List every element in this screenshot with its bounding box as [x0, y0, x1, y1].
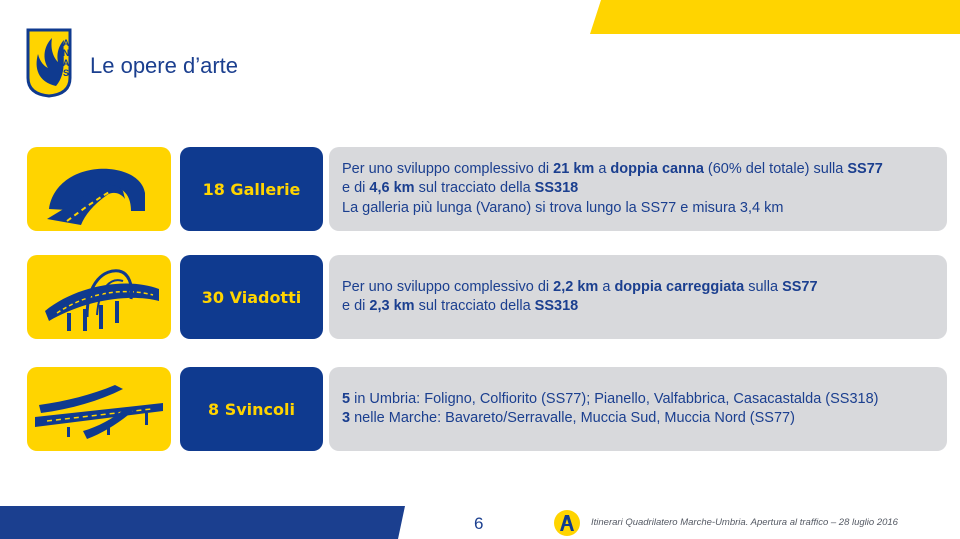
bold-text: 2,3 km — [369, 298, 415, 314]
text-segment: Per uno sviluppo complessivo di — [342, 278, 554, 295]
text-segment: sul tracciato della — [414, 298, 535, 314]
bold-text: doppia canna — [610, 160, 704, 177]
text-segment: (60% del totale) sulla — [703, 160, 848, 177]
bold-text: 3 — [342, 410, 351, 426]
bold-text: SS318 — [534, 180, 579, 197]
svincoli-description — [329, 367, 947, 451]
viaduct-icon — [27, 255, 171, 339]
anas-logo-icon — [26, 28, 72, 98]
page-title: Le opere d’arte — [90, 53, 238, 78]
gallerie-label: 18 Gallerie — [180, 147, 323, 231]
bold-text: doppia carreggiata — [614, 278, 745, 295]
viadotti-label: 30 Viadotti — [180, 255, 323, 339]
description-line — [342, 390, 947, 410]
description-line — [342, 409, 947, 429]
text-segment: La galleria più lunga (Varano) si trova lungo la SS77 e misura 3,4 km — [342, 199, 784, 216]
description-line — [342, 179, 947, 199]
text-segment: e di — [342, 180, 370, 197]
svg-text:ANAS: A N A S — [62, 38, 70, 78]
text-segment: sul tracciato della — [414, 180, 535, 197]
text-segment: sulla — [744, 278, 783, 295]
bold-text: 4,6 km — [369, 180, 415, 197]
bold-text: SS77 — [782, 278, 818, 295]
text-segment: e di — [342, 298, 370, 314]
gallerie-description — [329, 147, 947, 231]
bold-text: 21 km — [553, 160, 595, 177]
bold-text: 2,2 km — [553, 278, 599, 295]
text-segment: a — [598, 278, 615, 295]
text-segment: Per uno sviluppo complessivo di — [342, 160, 554, 177]
bold-text: SS77 — [847, 160, 883, 177]
description-line — [342, 160, 947, 180]
viadotti-description — [329, 255, 947, 339]
text-segment: a — [594, 160, 611, 177]
tunnel-icon — [27, 147, 171, 231]
anas-small-logo-icon — [553, 509, 581, 537]
page-number: 6 — [474, 514, 484, 533]
svincoli-label: 8 Svincoli — [180, 367, 323, 451]
description-line — [342, 278, 947, 298]
bold-text: 5 — [342, 390, 351, 407]
interchange-icon — [27, 367, 171, 451]
text-segment: nelle Marche: Bavareto/Serravalle, Muccia Sud, Muccia Nord (SS77) — [350, 410, 795, 426]
footer-caption: Itinerari Quadrilatero Marche-Umbria. Apertura al traffico – 28 luglio 2016 — [591, 517, 898, 528]
description-line — [342, 297, 947, 317]
description-line — [342, 199, 947, 219]
bold-text: SS318 — [534, 298, 579, 314]
text-segment: in Umbria: Foligno, Colfiorito (SS77); Pianello, Valfabbrica, Casacastalda (SS318) — [350, 390, 879, 407]
bottom-decor-band — [0, 506, 410, 539]
top-decor-band — [0, 0, 960, 34]
